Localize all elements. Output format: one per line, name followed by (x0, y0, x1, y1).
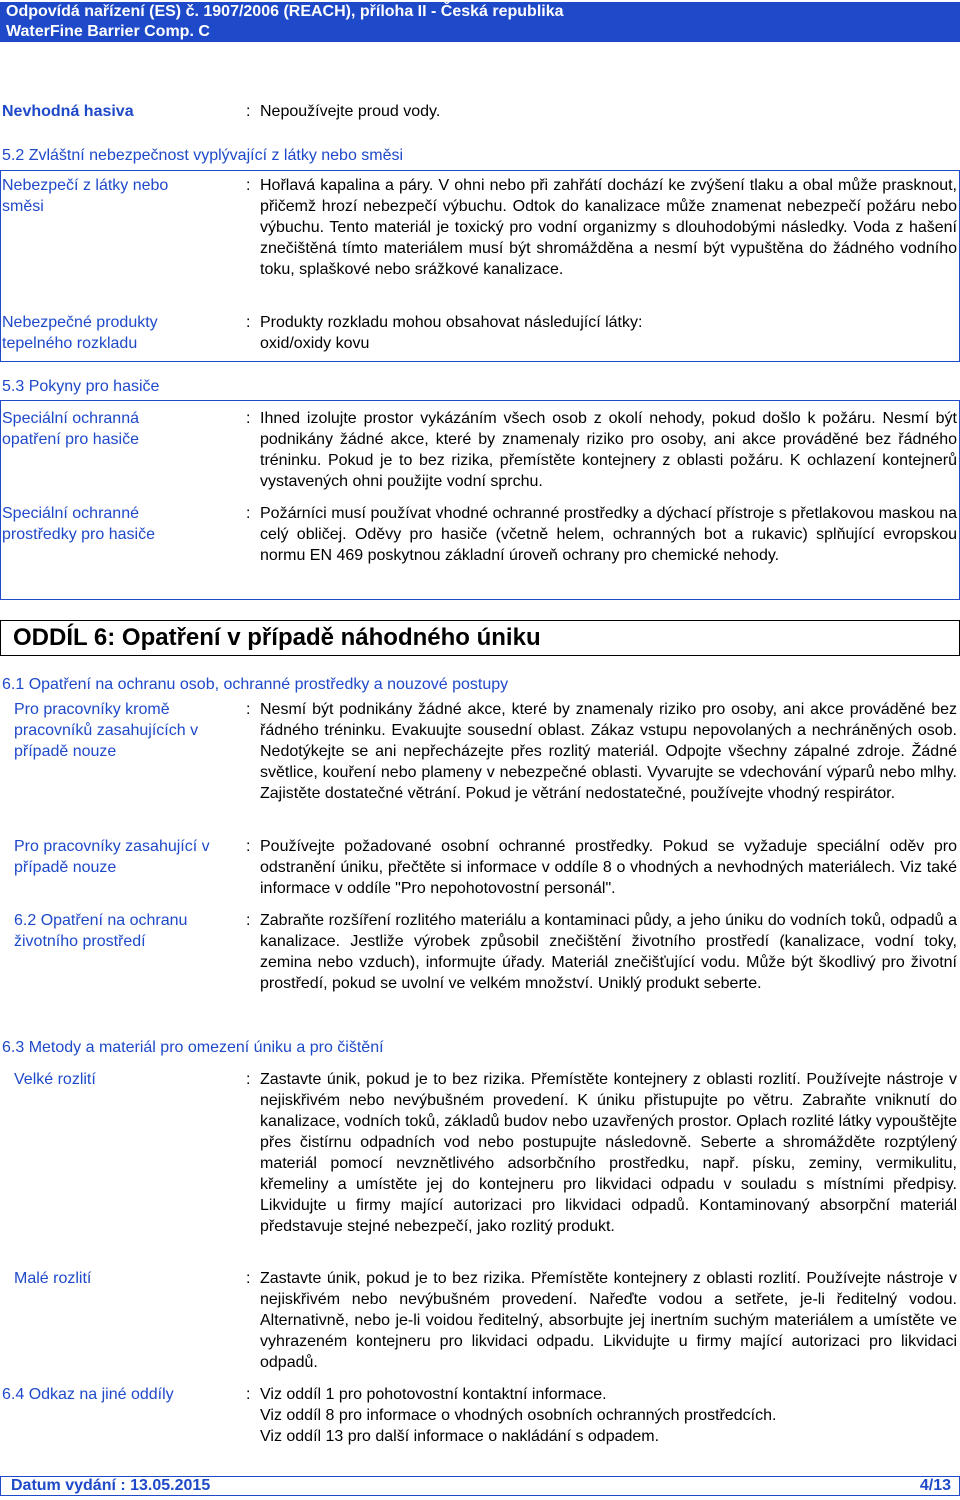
small-spill-label: Malé rozlití (14, 1270, 92, 1287)
large-spill-label: Velké rozlití (14, 1071, 96, 1088)
section-6-4-label: 6.4 Odkaz na jiné oddíly (2, 1386, 174, 1403)
emergency-label: Pro pracovníky zasahující v případě nouze (14, 838, 210, 876)
special-equipment-value: Požárníci musí používat vhodné ochranné prostředky a dýchací přístroje s přetlakovou maskou na celý obličej. Oděvy pro hasiče (včetně helem, ochranných bot a rukavic) splňující evropskou normu EN 469 poskytnou základní úroveň ochrany pro chemické nehody. (260, 505, 957, 564)
header-regulation: Odpovídá nařízení (ES) č. 1907/2006 (REACH), příloha II - Česká republika (0, 2, 960, 22)
decomposition-value-2: oxid/oxidy kovu (260, 335, 370, 352)
section-6-2-value: Zabraňte rozšíření rozlitého materiálu a kontaminaci půdy, a jeho úniku do vodních toků, odpadů a kanalizace. Jestliže výrobek způsobil znečištění životního prostředí (kanalizace, vodní toky, zemina nebo vzduch), informujte úřady. Materiál znečišťující vodu. Může být škodlivý pro životní prostředí, pokud se uvolní ve velkém množství. Uniklý produkt seberte. (260, 912, 957, 992)
page-number: 4/13 (919, 1477, 951, 1494)
decomposition-label: Nebezpečné produkty tepelného rozkladu (2, 314, 158, 352)
section-6-2-label: 6.2 Opatření na ochranu životního prostředí (14, 912, 188, 950)
colon: : (246, 1270, 251, 1287)
unsuitable-media-label: Nevhodná hasiva (2, 103, 134, 120)
colon: : (246, 103, 251, 120)
footer (0, 1476, 960, 1496)
colon: : (246, 410, 251, 427)
large-spill-value: Zastavte únik, pokud je to bez rizika. Přemístěte kontejnery z oblasti rozlití. Používejte nástroje v nejiskřivém nebo nevýbušném provedení. K úniku přistupujte po větru. Zabraňte vniknutí do kanalizace, vodních toků, základů budov nebo uzavřených prostor. Oplach rozlité látky vypouštějte přes čistírnu odpadních vod nebo postupujte následovně. Seberte a shromážděte rozptýlený materiál pomocí nevznětlivého adsorbčního prostředku, např. písku, zeminy, vermikulitu, křemeliny a umístěte jej do kontejneru pro likvidaci odpadu v souladu s místními předpisy. Likvidujte u firmy mající autorizaci pro likvidaci odpadů. Kontaminovaný absorpční materiál představuje stejné nebezpečí, jako rozlitý produkt. (260, 1071, 957, 1235)
section-6-4-value-3: Viz oddíl 13 pro další informace o nakládání s odpadem. (260, 1428, 660, 1445)
colon: : (246, 177, 251, 194)
unsuitable-media-value: Nepoužívejte proud vody. (260, 103, 441, 120)
special-equipment-label: Speciální ochranné prostředky pro hasiče (2, 505, 155, 543)
special-measures-value: Ihned izolujte prostor vykázáním všech osob z okolí nehody, pokud došlo k požáru. Nesmí být podnikány žádné akce, které by znamenaly riziko pro osoby, ani akce prováděné bez řádného tréninku. Pokud je to bez rizika, přemístěte kontejnery z oblasti požáru. K ochlazení kontejnerů vystavených ohni použijte vodní sprchu. (260, 410, 957, 490)
small-spill-value: Zastavte únik, pokud je to bez rizika. Přemístěte kontejnery z oblasti rozlití. Používejte nástroje v nejiskřivém nebo nevýbušném provedení. Nařeďte vodou a setřete, je-li ředitelný vodou. Alternativně, nebo je-li voidou ředitelný, absorbujte jej inertním suchým materiálem a umístěte ve vyhrazeném kontejneru pro likvidaci odpadu. Likvidujte u firmy mající autorizaci pro likvidaci odpadů. (260, 1270, 957, 1371)
issue-date: Datum vydání : 13.05.2015 (11, 1477, 211, 1494)
non-emergency-value: Nesmí být podnikány žádné akce, které by znamenaly riziko pro osoby, ani akce prováděné bez řádného tréninku. Evakuujte sousední oblast. Zákaz vstupu nepovolaných a nechráněných osob. Nedotýkejte se ani nepřecházejte přes rozlitý materiál. Odpojte všechny zápalné zdroje. Žádné světlice, kouření nebo plameny v nebezpečné oblasti. Vyvarujte se vdechování výparů nebo mlhy. Zajistěte dostatečné větrání. Pokud je větrání nedostatečné, používejte vhodný respirátor. (260, 701, 957, 802)
hazards-label: Nebezpečí z látky nebo směsi (2, 177, 169, 215)
section-6-1-title: 6.1 Opatření na ochranu osob, ochranné prostředky a nouzové postupy (2, 676, 509, 693)
hazards-value: Hořlavá kapalina a páry. V ohni nebo při zahřátí dochází ke zvýšení tlaku a obal může prasknout, přičemž hrozí nebezpečí výbuchu. Odtok do kanalizace může znamenat nebezpečí požáru nebo výbuchu. Tento materiál je toxický pro vodní organizmy s dlouhodobými následky. Voda z hašení znečištěná tímto materiálem musí být shromážděna a nesmí být vypuštěna do žádného vodního toku, splaškové nebo srážkové kanalizace. (260, 177, 957, 278)
section-6-3-title: 6.3 Metody a materiál pro omezení úniku a pro čištění (2, 1039, 384, 1056)
section-6-heading: ODDÍL 6: Opatření v případě náhodného úniku (0, 620, 960, 656)
special-measures-label: Speciální ochranná opatření pro hasiče (2, 410, 139, 448)
section-6-4-value-2: Viz oddíl 8 pro informace o vhodných osobních ochranných prostředcích. (260, 1407, 777, 1424)
emergency-value: Používejte požadované osobní ochranné prostředky. Pokud se vyžaduje speciální oděv pro odstranění úniku, přečtěte si informace v oddíle 8 o vhodných a nevhodných materiálech. Viz také informace v oddíle "Pro nepohotovostní personál". (260, 838, 957, 897)
colon: : (246, 505, 251, 522)
section-6-4-value-1: Viz oddíl 1 pro pohotovostní kontaktní informace. (260, 1386, 607, 1403)
colon: : (246, 838, 251, 855)
colon: : (246, 314, 251, 331)
colon: : (246, 1386, 251, 1403)
colon: : (246, 912, 251, 929)
decomposition-value-1: Produkty rozkladu mohou obsahovat následující látky: (260, 314, 643, 331)
header-product: WaterFine Barrier Comp. C (0, 22, 960, 42)
non-emergency-label: Pro pracovníky kromě pracovníků zasahujících v případě nouze (14, 701, 199, 760)
colon: : (246, 1071, 251, 1088)
colon: : (246, 701, 251, 718)
section-5-3-title: 5.3 Pokyny pro hasiče (2, 378, 160, 395)
section-5-2-title: 5.2 Zvláštní nebezpečnost vyplývající z látky nebo směsi (2, 147, 404, 164)
